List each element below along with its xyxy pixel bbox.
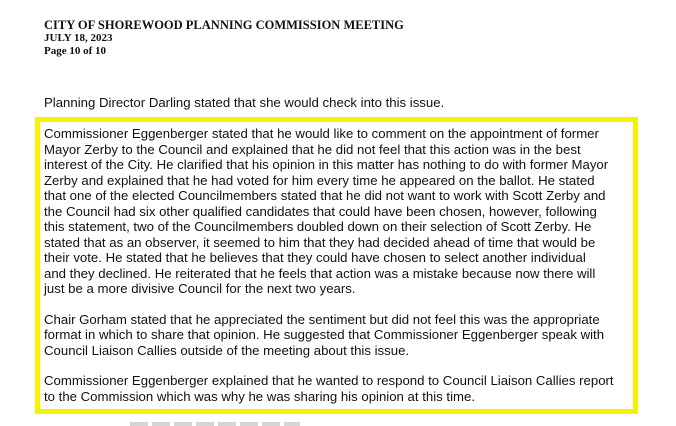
paragraph-eggenberger-comment: Commissioner Eggenberger stated that he would like to comment on the appointment of former Mayor Zerby to the Council and explained that he did not feel that this action was in the best interest of the City. He clarified that his opinion in this matter has nothing to do with former Mayor Zerby and explained that he had voted for him every time he appeared on the ballot. He stated that one of the elected Councilmembers stated that he did not want to work with Scott Zerby and the Council had six other qualified candidates that could have been chosen, however, following this statement, two of the Councilmembers doubled down on their selection of Scott Zerby. He stated that as an observer, it seemed to him that they had decided ahead of time that would be their vote. He stated that he believes that they could have chosen to select another individual and they declined. He reiterated that he feels that action was a mistake because now there will just be a more divisive Council for the next two years.	[44, 126, 609, 296]
meeting-title: CITY OF SHOREWOOD PLANNING COMMISSION MEETING	[44, 18, 404, 32]
highlighted-section	[44, 126, 636, 419]
paragraph-gorham-response: Chair Gorham stated that he appreciated the sentiment but did not feel this was the appropriate format in which to share that opinion. He suggested that Commissioner Eggenberger speak with Council Liaison Callies outside of the meeting about this issue.	[44, 311, 605, 358]
meeting-date: JULY 18, 2023	[44, 32, 113, 44]
paragraph-darling: Planning Director Darling stated that she would check into this issue.	[44, 95, 445, 110]
cutoff-text-stroke	[130, 422, 300, 426]
cutoff-text-fragment	[130, 418, 310, 426]
page-number: Page 10 of 10	[44, 45, 107, 57]
document-header	[44, 19, 404, 58]
paragraph-eggenberger-explanation: Commissioner Eggenberger explained that he wanted to respond to Council Liaison Callies report to the Commission which was why he was sharing his opinion at this time.	[44, 373, 614, 404]
